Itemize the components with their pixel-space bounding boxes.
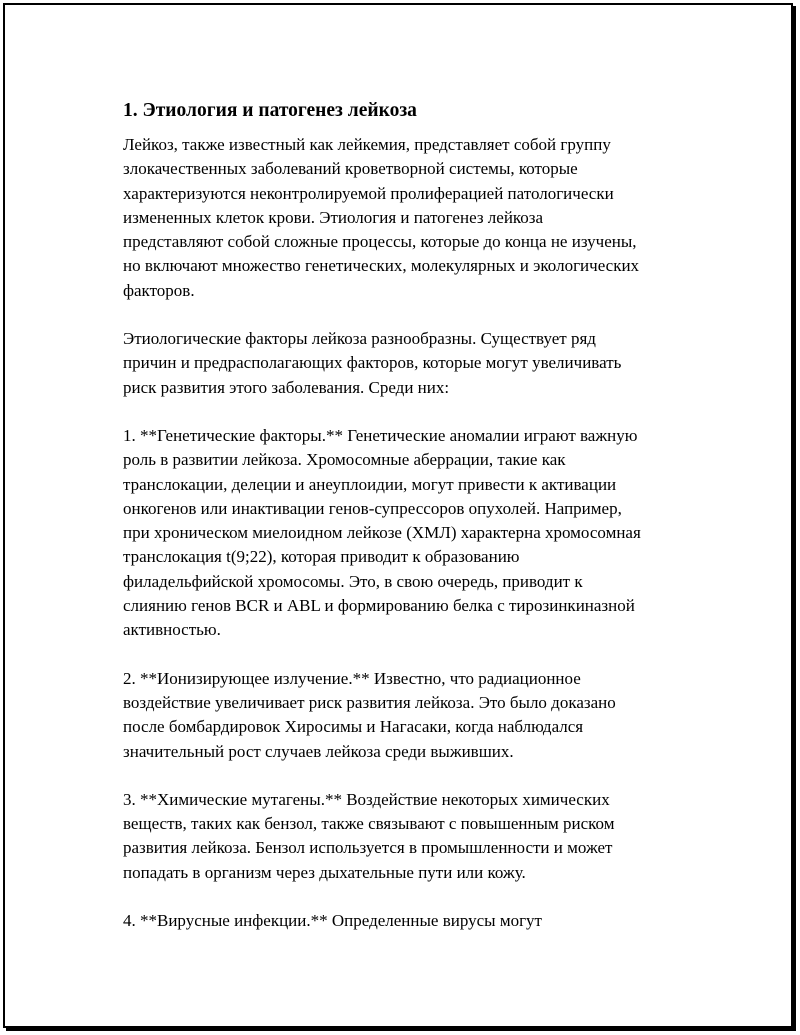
text-line: злокачественных заболеваний кроветворной системы, которые xyxy=(123,159,578,179)
text-line: после бомбардировок Хиросимы и Нагасаки, когда наблюдался xyxy=(123,717,584,737)
text-line: развития лейкоза. Бензол используется в промышленности и может xyxy=(123,838,613,858)
text-line: роль в развитии лейкоза. Хромосомные аберрации, такие как xyxy=(123,450,566,470)
text-line: 1. **Генетические факторы.** Генетические аномалии играют важную xyxy=(123,425,638,445)
text-line: характеризуются неконтролируемой пролиферацией патологически xyxy=(123,183,614,203)
text-line: значительный рост случаев лейкоза среди выживших. xyxy=(123,741,514,761)
text-line: слиянию генов BCR и ABL и формированию белка с тирозинкиназной xyxy=(123,596,635,616)
paragraph xyxy=(123,909,693,933)
text-line: Этиологические факторы лейкоза разнообразны. Существует ряд xyxy=(123,329,596,349)
text-line: воздействие увеличивает риск развития лейкоза. Это было доказано xyxy=(123,692,616,712)
text-line: факторов. xyxy=(123,280,195,300)
paragraph xyxy=(123,667,693,764)
document-body xyxy=(123,97,693,957)
text-line: филадельфийской хромосомы. Это, в свою очередь, приводит к xyxy=(123,571,583,591)
text-line: активностью. xyxy=(123,620,221,640)
section-title: 1. Этиология и патогенез лейкоза xyxy=(123,100,417,121)
paragraph xyxy=(123,133,693,303)
text-line: веществ, таких как бензол, также связывают с повышенным риском xyxy=(123,814,615,834)
text-line: представляют собой сложные процессы, которые до конца не изучены, xyxy=(123,232,637,252)
text-line: 3. **Химические мутагены.** Воздействие некоторых химических xyxy=(123,789,610,809)
text-line: транслокация t(9;22), которая приводит к образованию xyxy=(123,547,520,567)
text-line: 4. **Вирусные инфекции.** Определенные вирусы могут xyxy=(123,911,542,931)
paragraph xyxy=(123,424,693,643)
text-line: но включают множество генетических, молекулярных и экологических xyxy=(123,256,640,276)
text-line: измененных клеток крови. Этиология и патогенез лейкоза xyxy=(123,207,544,227)
text-line: Лейкоз, также известный как лейкемия, представляет собой группу xyxy=(123,135,611,154)
text-line: риск развития этого заболевания. Среди них: xyxy=(123,377,450,397)
paragraph xyxy=(123,788,693,885)
text-line: транслокации, делеции и анеуплоидии, могут привести к активации xyxy=(123,474,617,494)
text-line: причин и предрасполагающих факторов, которые могут увеличивать xyxy=(123,353,622,373)
text-line: при хроническом миелоидном лейкозе (ХМЛ) характерна хромосомная xyxy=(123,523,641,543)
text-line: 2. **Ионизирующее излучение.** Известно, что радиационное xyxy=(123,668,581,688)
text-line: попадать в организм через дыхательные пути или кожу. xyxy=(123,862,526,882)
document-page xyxy=(3,3,793,1028)
paragraph xyxy=(123,327,693,400)
text-line: онкогенов или инактивации генов-супрессоров опухолей. Например, xyxy=(123,498,622,518)
paragraph-list xyxy=(123,133,693,933)
